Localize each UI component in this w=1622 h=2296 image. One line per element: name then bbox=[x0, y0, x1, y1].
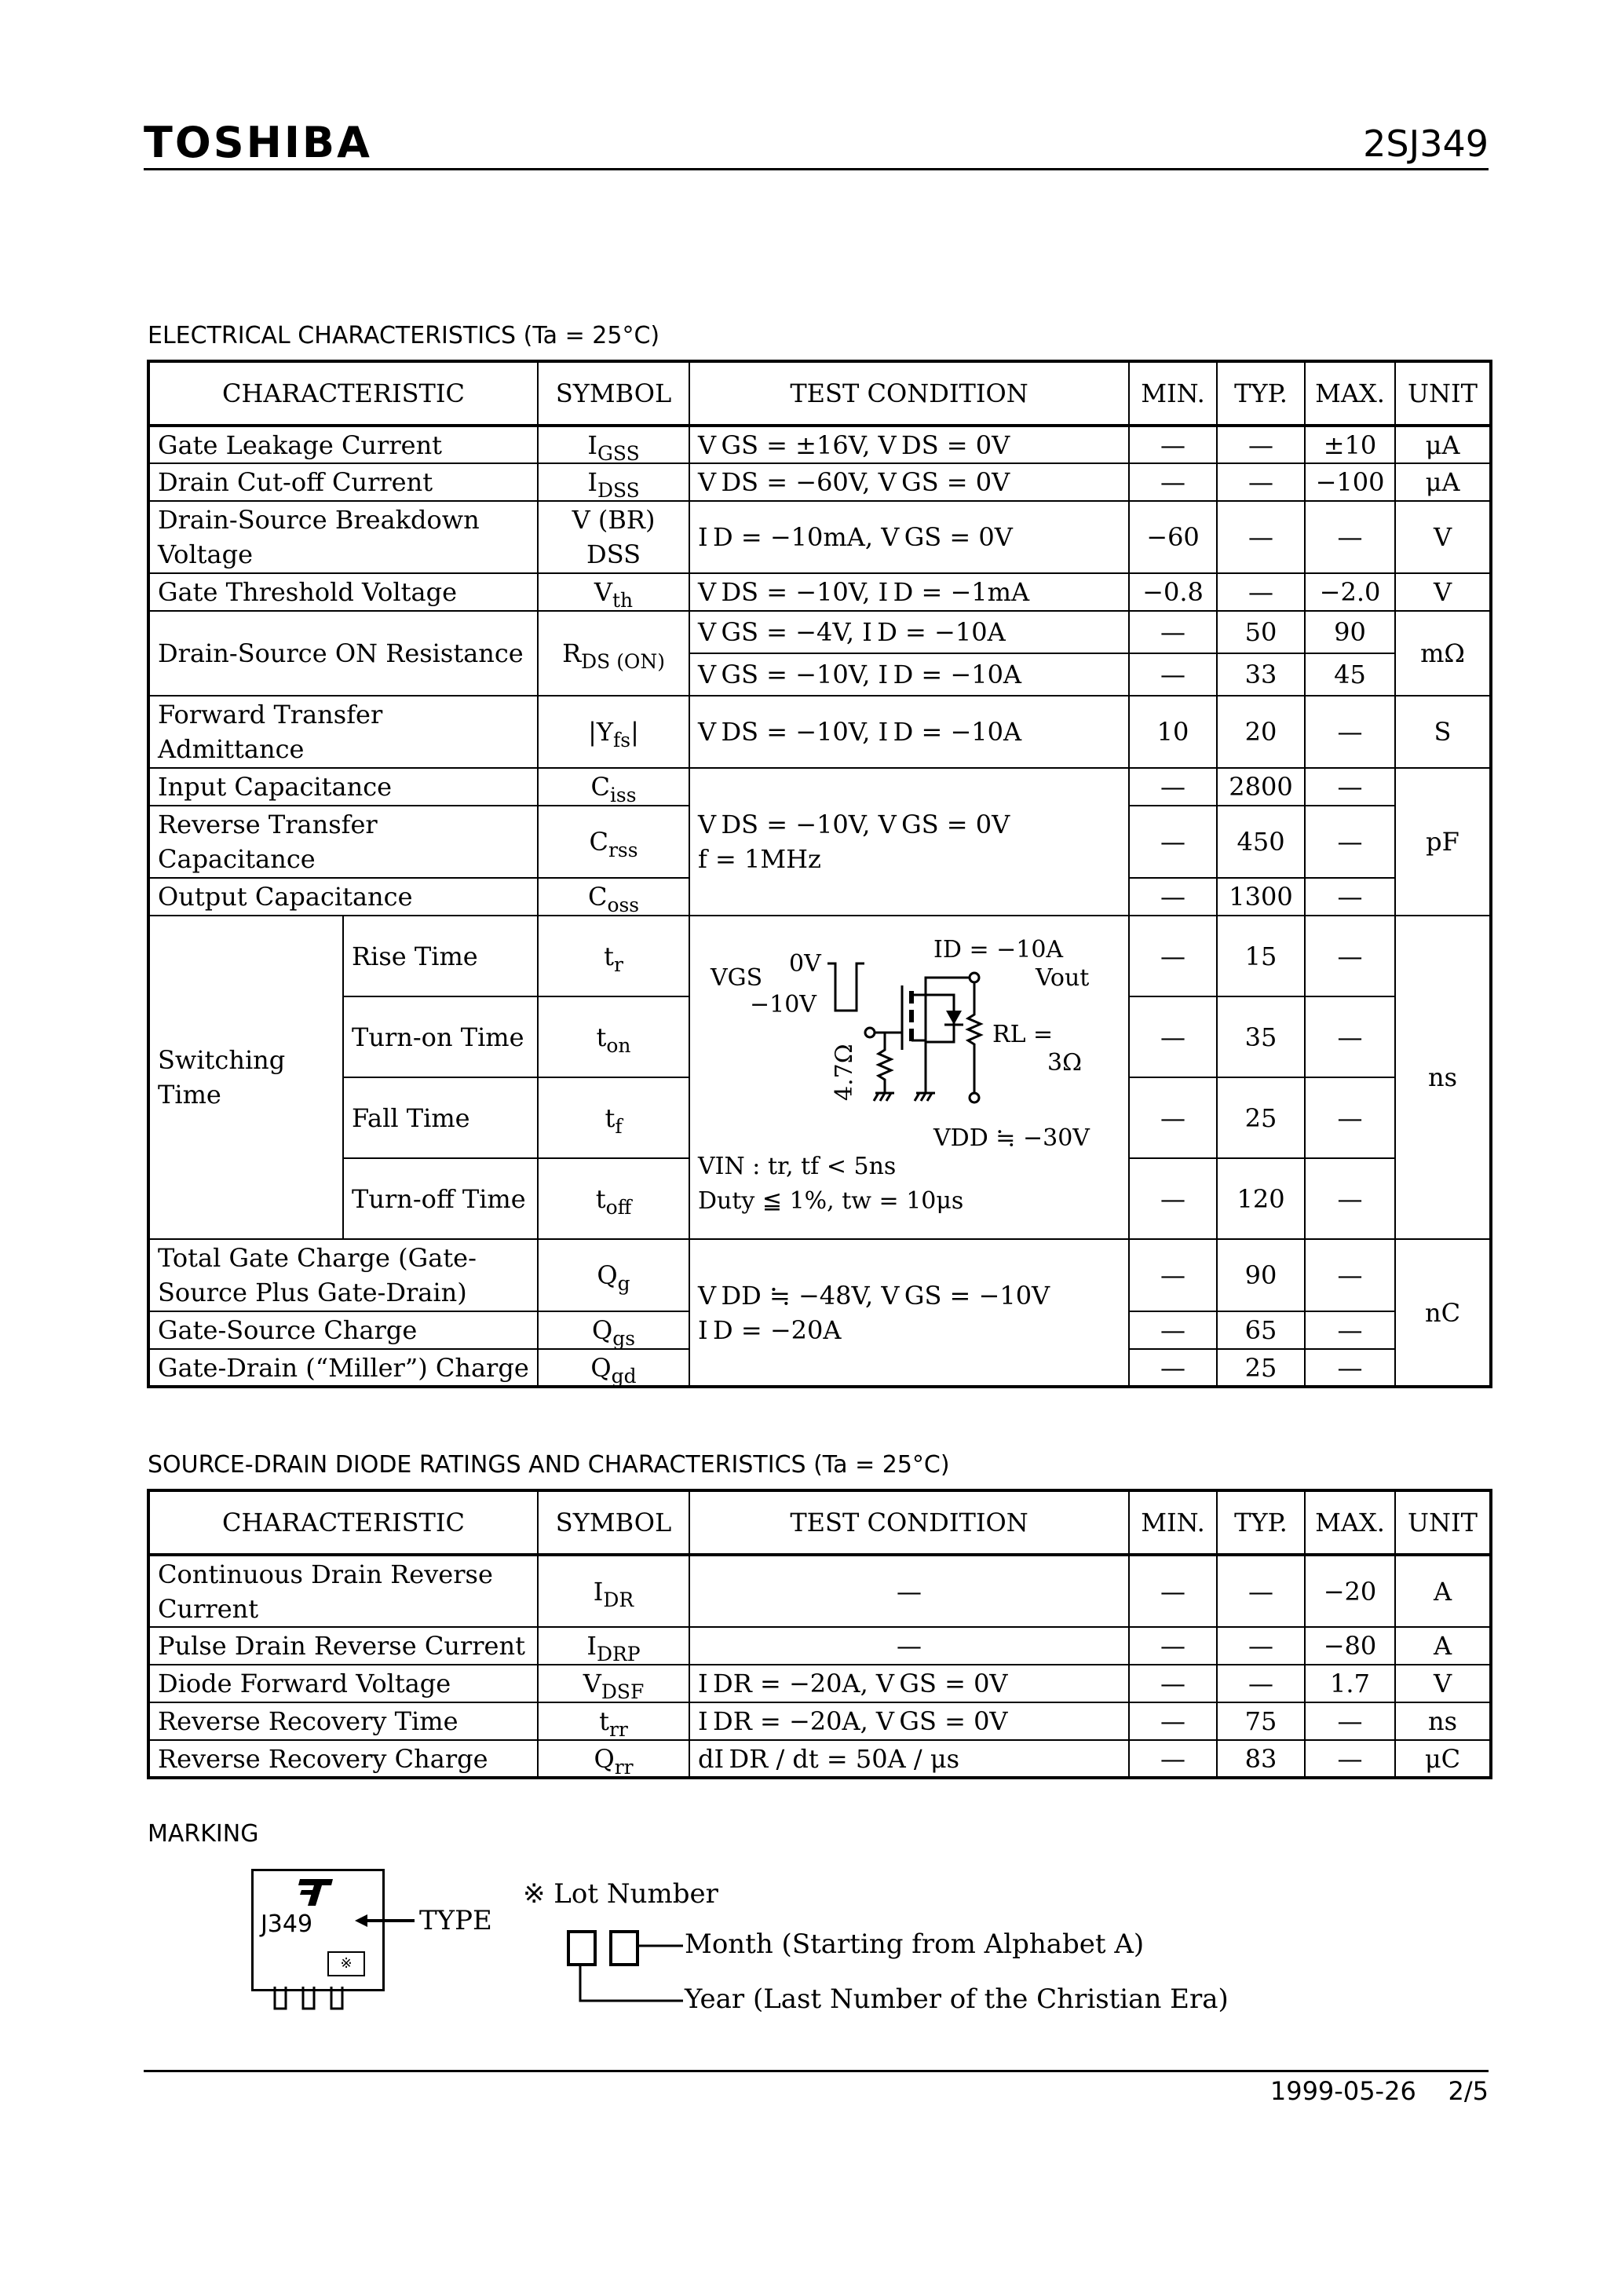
symbol-cell: $Q_g$ bbox=[538, 1239, 689, 1311]
col-min: MIN. bbox=[1129, 361, 1217, 426]
max-value: — bbox=[1305, 696, 1395, 768]
duty-note: Duty ≦ 1%, tw = 10μs bbox=[698, 1187, 964, 1215]
symbol-cell: $Q_{gd}$ bbox=[538, 1349, 689, 1387]
unit-value: μA bbox=[1395, 426, 1491, 463]
char-label: Total Gate Charge (Gate-Source Plus Gate-Drain) bbox=[148, 1239, 538, 1311]
col-unit: UNIT bbox=[1395, 1490, 1491, 1555]
min-value: — bbox=[1129, 1311, 1217, 1349]
min-value: — bbox=[1129, 1239, 1217, 1311]
typ-value: 15 bbox=[1217, 916, 1305, 996]
col-symbol: SYMBOL bbox=[538, 1490, 689, 1555]
symbol-cell: $V_{DSF}$ bbox=[538, 1665, 689, 1702]
min-value: — bbox=[1129, 916, 1217, 996]
table-row bbox=[148, 611, 1491, 653]
test-condition: V DS = −10V, I D = −1mA bbox=[689, 573, 1129, 611]
typ-value: — bbox=[1217, 501, 1305, 573]
vout-label: Vout bbox=[1036, 964, 1090, 992]
min-value: −60 bbox=[1129, 501, 1217, 573]
max-value: — bbox=[1305, 996, 1395, 1077]
ground-icon bbox=[915, 1093, 935, 1101]
typ-value: — bbox=[1217, 573, 1305, 611]
char-label: Drain Cut-off Current bbox=[148, 463, 538, 501]
char-label: Gate-Drain (“Miller”) Charge bbox=[148, 1349, 538, 1387]
min-value: — bbox=[1129, 768, 1217, 806]
col-characteristic: CHARACTERISTIC bbox=[148, 361, 538, 426]
symbol-cell: $t_{off}$ bbox=[538, 1158, 689, 1239]
col-unit: UNIT bbox=[1395, 361, 1491, 426]
typ-value: — bbox=[1217, 1665, 1305, 1702]
unit-value: μC bbox=[1395, 1740, 1491, 1778]
min-value: — bbox=[1129, 1077, 1217, 1158]
col-characteristic: CHARACTERISTIC bbox=[148, 1490, 538, 1555]
min-value: — bbox=[1129, 611, 1217, 653]
symbol-cell: $R_{DS (ON)}$ bbox=[538, 611, 689, 696]
max-value: 45 bbox=[1305, 653, 1395, 696]
footer-date: 1999-05-26 bbox=[1269, 2076, 1416, 2106]
col-max: MAX. bbox=[1305, 1490, 1395, 1555]
min-value: — bbox=[1129, 806, 1217, 878]
rg-label: 4.7Ω bbox=[831, 1044, 859, 1101]
type-label: TYPE bbox=[419, 1905, 492, 1936]
vin-note: VIN : tr, tf < 5ns bbox=[698, 1153, 897, 1180]
table-row bbox=[148, 573, 1491, 611]
max-value: — bbox=[1305, 501, 1395, 573]
max-value: — bbox=[1305, 1239, 1395, 1311]
typ-value: 65 bbox=[1217, 1311, 1305, 1349]
char-label: Drain-Source ON Resistance bbox=[148, 611, 538, 696]
max-value: — bbox=[1305, 916, 1395, 996]
min-value: — bbox=[1129, 653, 1217, 696]
typ-value: 50 bbox=[1217, 611, 1305, 653]
table-row bbox=[148, 916, 1491, 996]
vgs-label: VGS bbox=[711, 964, 763, 992]
max-value: −2.0 bbox=[1305, 573, 1395, 611]
part-mark: J349 bbox=[260, 1910, 313, 1938]
typ-value: — bbox=[1217, 463, 1305, 501]
unit-value: pF bbox=[1395, 768, 1491, 916]
symbol-cell: $t_{on}$ bbox=[538, 996, 689, 1077]
max-value: — bbox=[1305, 768, 1395, 806]
gate-terminal bbox=[865, 1028, 875, 1037]
id-label: ID = −10A bbox=[933, 936, 1064, 963]
min-value: — bbox=[1129, 1702, 1217, 1740]
table-row bbox=[148, 1555, 1491, 1627]
max-value: −100 bbox=[1305, 463, 1395, 501]
vdd-terminal bbox=[970, 1093, 979, 1102]
sub-label: Rise Time bbox=[343, 916, 538, 996]
min-value: — bbox=[1129, 996, 1217, 1077]
test-condition: I D = −10mA, V GS = 0V bbox=[689, 501, 1129, 573]
symbol-cell: $V_{th}$ bbox=[538, 573, 689, 611]
test-condition: V DS = −10V, V GS = 0V f = 1MHz bbox=[689, 768, 1129, 916]
max-value: −80 bbox=[1305, 1627, 1395, 1665]
test-condition: I DR = −20A, V GS = 0V bbox=[689, 1702, 1129, 1740]
table-row bbox=[148, 1665, 1491, 1702]
table-row bbox=[148, 1702, 1491, 1740]
min-value: — bbox=[1129, 463, 1217, 501]
symbol-cell: $|Y_{fs}|$ bbox=[538, 696, 689, 768]
max-value: 1.7 bbox=[1305, 1665, 1395, 1702]
unit-value: V bbox=[1395, 573, 1491, 611]
typ-value: 25 bbox=[1217, 1349, 1305, 1387]
load-resistor bbox=[968, 982, 981, 1093]
min-value: — bbox=[1129, 1555, 1217, 1627]
char-label: Gate Leakage Current bbox=[148, 426, 538, 463]
char-label: Switching Time bbox=[148, 916, 343, 1239]
table-row bbox=[148, 426, 1491, 463]
symbol-cell: $C_{oss}$ bbox=[538, 878, 689, 916]
part-number: 2SJ349 bbox=[1363, 122, 1489, 165]
max-value: ±10 bbox=[1305, 426, 1395, 463]
max-value: — bbox=[1305, 1158, 1395, 1239]
typ-value: — bbox=[1217, 1555, 1305, 1627]
test-condition: V DS = −60V, V GS = 0V bbox=[689, 463, 1129, 501]
col-symbol: SYMBOL bbox=[538, 361, 689, 426]
electrical-characteristics-table bbox=[147, 360, 1492, 1388]
min-value: — bbox=[1129, 878, 1217, 916]
typ-value: 2800 bbox=[1217, 768, 1305, 806]
typ-value: 1300 bbox=[1217, 878, 1305, 916]
test-condition: V DD ≒ −48V, V GS = −10V I D = −20A bbox=[689, 1239, 1129, 1387]
max-value: — bbox=[1305, 1349, 1395, 1387]
brand-logo: TOSHIBA bbox=[144, 118, 372, 167]
table-header-row bbox=[148, 1490, 1491, 1555]
char-label: Gate-Source Charge bbox=[148, 1311, 538, 1349]
test-condition: — bbox=[689, 1627, 1129, 1665]
test-condition: — bbox=[689, 1555, 1129, 1627]
gate-resistor bbox=[879, 1033, 891, 1093]
unit-value: mΩ bbox=[1395, 611, 1491, 696]
col-typ: TYP. bbox=[1217, 1490, 1305, 1555]
char-label: Gate Threshold Voltage bbox=[148, 573, 538, 611]
unit-value: A bbox=[1395, 1627, 1491, 1665]
min-value: — bbox=[1129, 1665, 1217, 1702]
typ-value: 35 bbox=[1217, 996, 1305, 1077]
char-label: Reverse Recovery Charge bbox=[148, 1740, 538, 1778]
col-test-condition: TEST CONDITION bbox=[689, 361, 1129, 426]
table-row bbox=[148, 696, 1491, 768]
header-rule bbox=[144, 168, 1489, 170]
symbol-cell: $I_{DR}$ bbox=[538, 1555, 689, 1627]
vdd-label: VDD ≒ −30V bbox=[933, 1124, 1090, 1152]
symbol-cell: $t_r$ bbox=[538, 916, 689, 996]
vout-terminal bbox=[970, 973, 979, 982]
char-label: Drain-Source Breakdown Voltage bbox=[148, 501, 538, 573]
char-label: Reverse Recovery Time bbox=[148, 1702, 538, 1740]
col-min: MIN. bbox=[1129, 1490, 1217, 1555]
toshiba-logo-icon bbox=[297, 1876, 336, 1909]
footer-page: 2/5 bbox=[1448, 2076, 1489, 2106]
table-row bbox=[148, 1239, 1491, 1311]
lot-mark-box: ※ bbox=[327, 1951, 365, 1976]
table-row bbox=[148, 463, 1491, 501]
symbol-cell: $I_{DRP}$ bbox=[538, 1627, 689, 1665]
test-condition: V GS = ±16V, V DS = 0V bbox=[689, 426, 1129, 463]
sub-label: Turn-off Time bbox=[343, 1158, 538, 1239]
body-diode-icon bbox=[946, 1011, 962, 1025]
unit-value: nC bbox=[1395, 1239, 1491, 1387]
typ-value: — bbox=[1217, 1627, 1305, 1665]
test-circuit-diagram bbox=[690, 916, 1127, 1238]
drain-wire bbox=[926, 978, 970, 991]
package-leads bbox=[259, 1987, 361, 2018]
lot-leader-lines bbox=[577, 1944, 687, 2023]
unit-value: V bbox=[1395, 1665, 1491, 1702]
package-outline bbox=[251, 1869, 385, 1991]
source-drain-diode-table bbox=[147, 1489, 1492, 1779]
max-value: 90 bbox=[1305, 611, 1395, 653]
max-value: — bbox=[1305, 878, 1395, 916]
footer bbox=[1270, 2076, 1489, 2106]
char-label: Forward Transfer Admittance bbox=[148, 696, 538, 768]
min-value: — bbox=[1129, 1740, 1217, 1778]
min-value: — bbox=[1129, 1349, 1217, 1387]
rl-value: 3Ω bbox=[1047, 1049, 1082, 1077]
sd-section-title: SOURCE-DRAIN DIODE RATINGS AND CHARACTERISTICS (Ta = 25°C) bbox=[148, 1451, 950, 1479]
table-row bbox=[148, 1740, 1491, 1778]
marking-section-title: MARKING bbox=[148, 1820, 259, 1848]
symbol-cell: $t_{rr}$ bbox=[538, 1702, 689, 1740]
body-diode-wire bbox=[926, 995, 954, 1042]
ec-section-title: ELECTRICAL CHARACTERISTICS (Ta = 25°C) bbox=[148, 322, 660, 349]
typ-value: 33 bbox=[1217, 653, 1305, 696]
max-value: −20 bbox=[1305, 1555, 1395, 1627]
symbol-cell: $I_{DSS}$ bbox=[538, 463, 689, 501]
col-typ: TYP. bbox=[1217, 361, 1305, 426]
footer-rule bbox=[144, 2070, 1489, 2072]
unit-value: ns bbox=[1395, 1702, 1491, 1740]
col-test-condition: TEST CONDITION bbox=[689, 1490, 1129, 1555]
unit-value: A bbox=[1395, 1555, 1491, 1627]
unit-value: S bbox=[1395, 696, 1491, 768]
min-value: — bbox=[1129, 426, 1217, 463]
sub-label: Turn-on Time bbox=[343, 996, 538, 1077]
test-condition: dI DR / dt = 50A / μs bbox=[689, 1740, 1129, 1778]
pulse-waveform bbox=[827, 963, 864, 1011]
arrow-left-icon bbox=[353, 1913, 416, 1929]
char-label: Reverse Transfer Capacitance bbox=[148, 806, 538, 878]
char-label: Pulse Drain Reverse Current bbox=[148, 1627, 538, 1665]
max-value: — bbox=[1305, 1740, 1395, 1778]
table-header-row bbox=[148, 361, 1491, 426]
typ-value: 120 bbox=[1217, 1158, 1305, 1239]
max-value: — bbox=[1305, 1077, 1395, 1158]
typ-value: 83 bbox=[1217, 1740, 1305, 1778]
max-value: — bbox=[1305, 1702, 1395, 1740]
table-row bbox=[148, 768, 1491, 806]
table-row bbox=[148, 1627, 1491, 1665]
ground-icon bbox=[874, 1093, 894, 1101]
typ-value: — bbox=[1217, 426, 1305, 463]
char-label: Input Capacitance bbox=[148, 768, 538, 806]
test-condition: V GS = −4V, I D = −10A bbox=[689, 611, 1129, 653]
symbol-cell: V (BR) DSS bbox=[538, 501, 689, 573]
symbol-cell: $C_{iss}$ bbox=[538, 768, 689, 806]
typ-value: 20 bbox=[1217, 696, 1305, 768]
char-label: Continuous Drain Reverse Current bbox=[148, 1555, 538, 1627]
symbol-cell: $Q_{gs}$ bbox=[538, 1311, 689, 1349]
symbol-cell: $I_{GSS}$ bbox=[538, 426, 689, 463]
min-value: −0.8 bbox=[1129, 573, 1217, 611]
symbol-cell: $Q_{rr}$ bbox=[538, 1740, 689, 1778]
v0-label: 0V bbox=[789, 950, 821, 978]
symbol-cell: $t_f$ bbox=[538, 1077, 689, 1158]
rl-label: RL = bbox=[992, 1021, 1054, 1048]
switching-test-circuit bbox=[689, 916, 1129, 1239]
unit-value: ns bbox=[1395, 916, 1491, 1239]
test-condition: I DR = −20A, V GS = 0V bbox=[689, 1665, 1129, 1702]
min-value: — bbox=[1129, 1158, 1217, 1239]
lot-number-label: ※ Lot Number bbox=[523, 1878, 718, 1910]
test-condition: V DS = −10V, I D = −10A bbox=[689, 696, 1129, 768]
typ-value: 90 bbox=[1217, 1239, 1305, 1311]
sub-label: Fall Time bbox=[343, 1077, 538, 1158]
min-value: 10 bbox=[1129, 696, 1217, 768]
min-value: — bbox=[1129, 1627, 1217, 1665]
month-label: Month (Starting from Alphabet A) bbox=[685, 1929, 1145, 1960]
symbol-cell: $C_{rss}$ bbox=[538, 806, 689, 878]
table-row bbox=[148, 501, 1491, 573]
max-value: — bbox=[1305, 1311, 1395, 1349]
typ-value: 25 bbox=[1217, 1077, 1305, 1158]
typ-value: 450 bbox=[1217, 806, 1305, 878]
unit-value: V bbox=[1395, 501, 1491, 573]
max-value: — bbox=[1305, 806, 1395, 878]
vneg-label: −10V bbox=[750, 991, 816, 1018]
year-label: Year (Last Number of the Christian Era) bbox=[685, 1983, 1229, 2015]
col-max: MAX. bbox=[1305, 361, 1395, 426]
typ-value: 75 bbox=[1217, 1702, 1305, 1740]
test-condition: V GS = −10V, I D = −10A bbox=[689, 653, 1129, 696]
unit-value: μA bbox=[1395, 463, 1491, 501]
char-label: Diode Forward Voltage bbox=[148, 1665, 538, 1702]
char-label: Output Capacitance bbox=[148, 878, 538, 916]
